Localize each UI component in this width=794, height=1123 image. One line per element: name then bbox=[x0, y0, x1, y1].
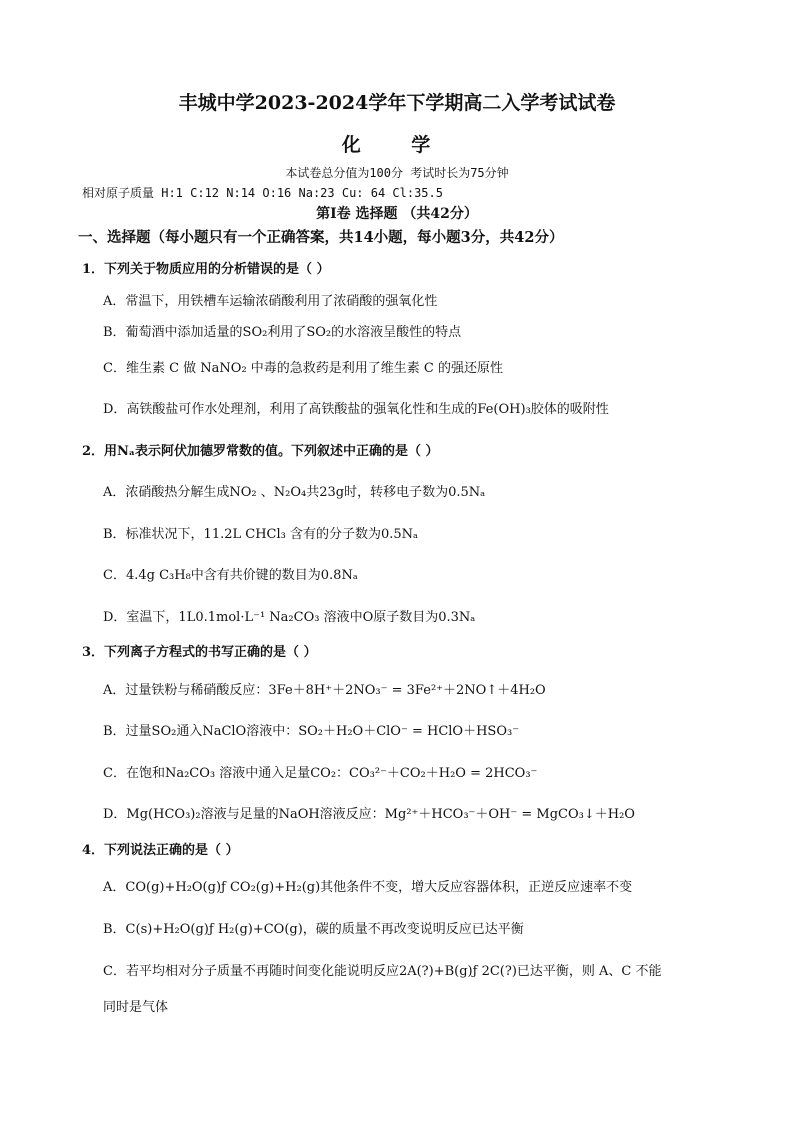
question-1-option-d: D．高铁酸盐可作水处理剂，利用了高铁酸盐的强氧化性和生成的Fe(OH)₃胶体的吸附性 bbox=[103, 402, 609, 417]
question-4-option-a: A．CO(g)+H₂O(g)ƒ CO₂(g)+H₂(g)其他条件不变，增大反应容器体积，正逆反应速率不变 bbox=[103, 880, 633, 895]
exam-title: 丰城中学2023-2024学年下学期高二入学考试试卷 bbox=[178, 92, 616, 114]
question-2-option-b: B．标准状况下，11.2L CHCl₃ 含有的分子数为0.5Nₐ bbox=[103, 527, 419, 542]
question-2-option-d: D．室温下，1L0.1mol·L⁻¹ Na₂CO₃ 溶液中O原子数目为0.3Nₐ bbox=[103, 610, 476, 625]
section-heading: 一、选择题（每小题只有一个正确答案，共14小题，每小题3分，共42分） bbox=[78, 229, 564, 246]
question-2-option-c: C．4.4g C₃H₈中含有共价键的数目为0.8Nₐ bbox=[103, 568, 358, 583]
question-3-option-b: B．过量SO₂通入NaClO溶液中：SO₂＋H₂O＋ClO⁻ = HClO＋HSO₃⁻ bbox=[103, 724, 520, 739]
question-1-stem: 1．下列关于物质应用的分析错误的是（ ） bbox=[82, 262, 330, 277]
part-heading: 第Ⅰ卷 选择题 （共42分） bbox=[316, 206, 478, 222]
question-3-option-a: A．过量铁粉与稀硝酸反应：3Fe＋8H⁺＋2NO₃⁻ = 3Fe²⁺＋2NO↑＋4H₂O bbox=[103, 683, 546, 698]
atomic-masses: 相对原子质量 H:1 C:12 N:14 O:16 Na:23 Cu: 64 Cl:35.5 bbox=[82, 186, 443, 200]
question-3-option-d: D．Mg(HCO₃)₂溶液与足量的NaOH溶液反应：Mg²⁺＋HCO₃⁻＋OH⁻ = MgCO₃↓＋H₂O bbox=[103, 807, 635, 822]
question-2-option-a: A．浓硝酸热分解生成NO₂ 、N₂O₄共23g时，转移电子数为0.5Nₐ bbox=[103, 485, 486, 500]
question-2-stem: 2．用Nₐ表示阿伏加德罗常数的值。下列叙述中正确的是（ ） bbox=[82, 444, 439, 459]
question-4-stem: 4．下列说法正确的是（ ） bbox=[82, 843, 239, 858]
question-4-option-b: B．C(s)+H₂O(g)ƒ H₂(g)+CO(g)，碳的质量不再改变说明反应已达平衡 bbox=[103, 922, 524, 937]
question-1-option-b: B．葡萄酒中添加适量的SO₂利用了SO₂的水溶液呈酸性的特点 bbox=[103, 325, 462, 340]
question-1-option-c: C．维生素 C 做 NaNO₂ 中毒的急救药是利用了维生素 C 的强还原性 bbox=[103, 361, 504, 376]
question-3-stem: 3．下列离子方程式的书写正确的是（ ） bbox=[82, 645, 317, 660]
question-1-option-a: A．常温下，用铁槽车运输浓硝酸利用了浓硝酸的强氧化性 bbox=[103, 294, 438, 309]
question-3-option-c: C．在饱和Na₂CO₃ 溶液中通入足量CO₂：CO₃²⁻＋CO₂＋H₂O = 2HCO₃⁻ bbox=[103, 766, 538, 781]
subject-title: 化 学 bbox=[341, 134, 453, 156]
exam-meta: 本试卷总分值为100分 考试时长为75分钟 bbox=[285, 166, 509, 180]
question-4-option-c-continued: 同时是气体 bbox=[103, 1000, 169, 1015]
question-4-option-c: C．若平均相对分子质量不再随时间变化能说明反应2A(?)+B(g)ƒ 2C(?)已达平衡，则 A、C 不能 bbox=[103, 964, 662, 979]
